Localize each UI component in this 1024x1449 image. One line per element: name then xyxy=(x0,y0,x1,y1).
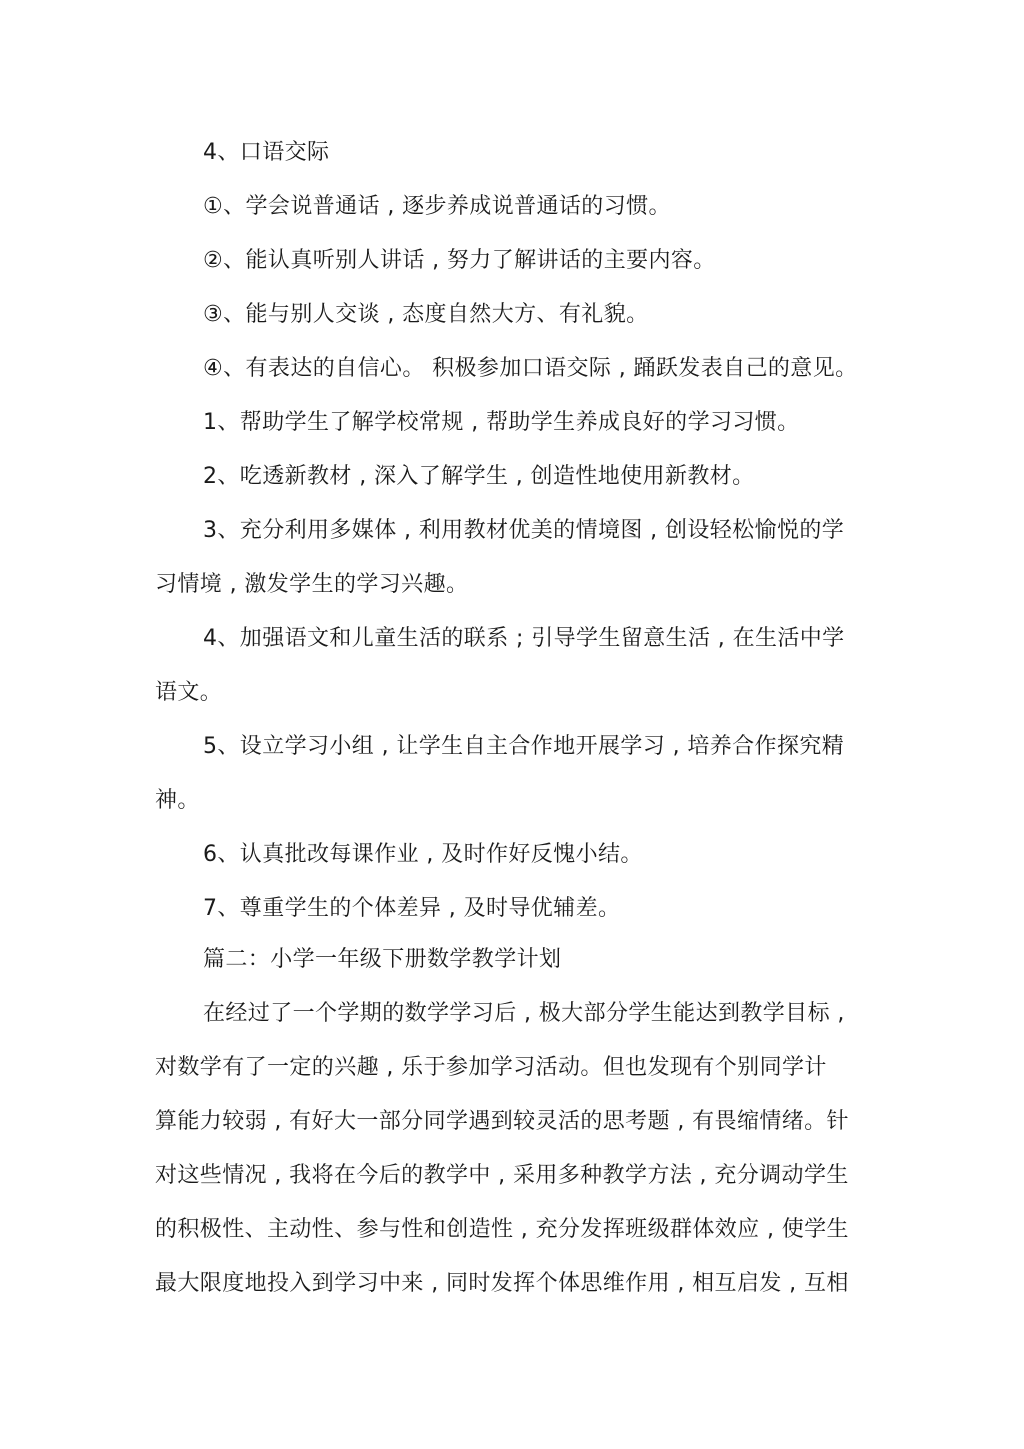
list-item-continuation: 语文。 xyxy=(155,680,223,705)
section-heading-oral-communication: 4、口语交际 xyxy=(203,140,330,165)
list-item: ③、能与别人交谈 , 态度自然大方、有礼貌。 xyxy=(203,302,649,327)
paragraph-line: 的积极性、主动性、参与性和创造性 , 充分发挥班级群体效应 , 使学生 xyxy=(155,1217,849,1242)
list-item: 2、吃透新教材 , 深入了解学生 , 创造性地使用新教材。 xyxy=(203,464,755,489)
list-item: ④、有表达的自信心。 积极参加口语交际 , 踊跃发表自己的意见。 xyxy=(203,356,858,381)
list-item: 1、帮助学生了解学校常规 , 帮助学生养成良好的学习习惯。 xyxy=(203,410,800,435)
list-item-continuation: 神。 xyxy=(155,788,200,813)
paragraph-line: 在经过了一个学期的数学学习后 , 极大部分学生能达到教学目标 , xyxy=(203,1001,845,1026)
list-item: ①、学会说普通话 , 逐步养成说普通话的习惯。 xyxy=(203,194,671,219)
paragraph-line: 对数学有了一定的兴趣 , 乐于参加学习活动。但也发现有个别同学计 xyxy=(155,1055,827,1080)
list-item: ②、能认真听别人讲话 , 努力了解讲话的主要内容。 xyxy=(203,248,716,273)
list-item: 5、设立学习小组 , 让学生自主合作地开展学习 , 培养合作探究精 xyxy=(203,734,845,759)
list-item: 6、认真批改每课作业 , 及时作好反愧小结。 xyxy=(203,842,643,867)
paragraph-line: 最大限度地投入到学习中来 , 同时发挥个体思维作用 , 相互启发 , 互相 xyxy=(155,1271,849,1296)
list-item: 3、充分利用多媒体 , 利用教材优美的情境图 , 创设轻松愉悦的学 xyxy=(203,518,845,543)
paragraph-line: 算能力较弱 , 有好大一部分同学遇到较灵活的思考题 , 有畏缩情绪。针 xyxy=(155,1109,849,1134)
paragraph-line: 对这些情况 , 我将在今后的教学中 , 采用多种教学方法 , 充分调动学生 xyxy=(155,1163,849,1188)
list-item-continuation: 习情境 , 激发学生的学习兴趣。 xyxy=(155,572,469,597)
list-item: 7、尊重学生的个体差异 , 及时导优辅差。 xyxy=(203,896,621,921)
section-title: 篇二：小学一年级下册数学教学计划 xyxy=(203,947,562,972)
list-item: 4、加强语文和儿童生活的联系 ; 引导学生留意生活 , 在生活中学 xyxy=(203,626,845,651)
